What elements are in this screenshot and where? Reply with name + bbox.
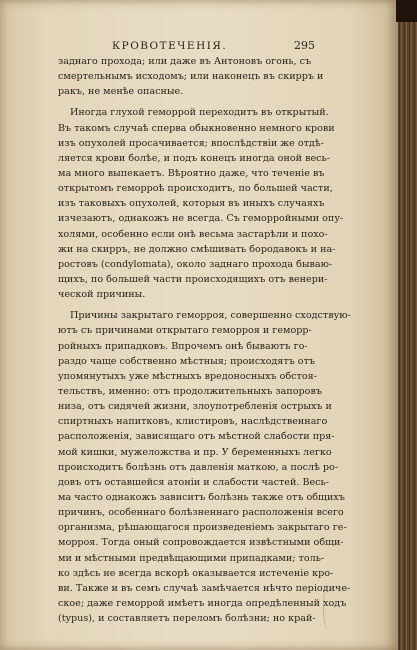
- text-line: Иногда глухой геморрой переходитъ въ открытый.: [70, 107, 329, 119]
- text-line: ростовъ (condylomata), около заднаго прохода бываю-: [58, 258, 333, 270]
- text-line: открытомъ геморроѣ происходитъ, по большей части,: [58, 183, 333, 195]
- text-line: ляется крови болѣе, и подъ конецъ иногда оной весь-: [58, 152, 330, 164]
- text-line: упомянутыхъ уже мѣстныхъ вредоносныхъ обстоя-: [58, 370, 317, 382]
- text-line: жи на скирръ, не должно смѣшивать бородавокъ и на-: [58, 243, 336, 255]
- text-line: ма часто однакожъ зависитъ болѣзнь также отъ общихъ: [58, 491, 345, 503]
- text-line: изъ таковыхъ опухолей, которыя въ иныхъ случаяхъ: [58, 198, 325, 210]
- text-line: (typus), и составляетъ переломъ болѣзни; но край-: [58, 613, 316, 625]
- text-line: щихъ, по большей части происходящихъ отъ венери-: [58, 273, 328, 285]
- text-line: ко здѣсь не всегда вскорѣ оказывается истеченіе кро-: [58, 567, 334, 579]
- text-line: расположенія, зависящаго отъ мѣстной слабости пря-: [58, 431, 335, 443]
- text-line: смертельнымъ исходомъ; или наконецъ въ скирръ и: [58, 71, 324, 83]
- text-line: организма, рѣшающагося произведеніемъ закрытаго ге-: [58, 522, 347, 534]
- text-line: ское; даже геморрой имѣетъ иногда опредѣленный ходъ: [58, 597, 347, 609]
- text-line: ми и мѣстными предвѣщающими припадками; толь-: [58, 552, 325, 564]
- text-line: изчезаютъ, однакожъ не всегда. Съ геморройными опу-: [58, 213, 344, 225]
- text-line: ви. Также и въ семъ случаѣ замѣчается нѣчто періодиче-: [58, 582, 351, 594]
- body-text: [58, 54, 351, 626]
- text-line: мой кишки, мужеложства и пр. У беременныхъ легко: [58, 446, 332, 458]
- text-line: спиртныхъ напитковъ, клистировъ, наслѣдственнаго: [58, 416, 328, 428]
- text-line: причинъ, особеннаго болѣзненнаго расположенія всего: [58, 507, 344, 519]
- page-corner-shadow: [396, 0, 417, 22]
- page-header: [0, 40, 398, 54]
- text-line: ютъ съ причинами открытаго геморроя и геморр-: [58, 325, 312, 337]
- text-line: холями, особенно если онѣ весьма заcтарѣли и похо-: [58, 228, 328, 240]
- text-line: довъ отъ оставшейся атоніи и слабости частей. Весь-: [58, 476, 330, 488]
- text-line: происходитъ болѣзнь отъ давленія маткою, а послѣ ро-: [58, 461, 339, 473]
- page-number: 295: [294, 39, 315, 52]
- text-line: ракъ, не менѣе опасные.: [58, 86, 184, 98]
- text-line: морроя. Тогда оный сопровождается извѣстными общи-: [58, 537, 344, 549]
- text-line: Причины закрытаго геморроя, совершенно сходствую-: [70, 310, 351, 322]
- text-line: ройныхъ припадковъ. Впрочемъ онѣ бываютъ го-: [58, 340, 308, 352]
- text-line: низа, отъ сидячей жизни, злоупотребленія острыхъ и: [58, 401, 332, 413]
- text-line: тельствъ, именно: отъ продолжительныхъ запоровъ: [58, 385, 322, 397]
- running-head: КРОВОТЕЧЕНІЯ.: [112, 40, 228, 52]
- text-line: заднаго прохода; или даже въ Антоновъ огонь, съ: [58, 56, 312, 67]
- text-line: ма много выпекаетъ. Вѣроятно даже, что теченіе въ: [58, 167, 325, 179]
- text-line: раздо чаще собственно мѣстныя; происходятъ отъ: [58, 355, 315, 367]
- text-line: Въ такомъ случаѣ сперва обыкновенно немного крови: [58, 122, 335, 134]
- text-line: ческой причины.: [58, 289, 146, 301]
- text-line: изъ опухолей просачивается; впослѣдствіи же отдѣ-: [58, 137, 324, 149]
- page-stack-edge: [398, 0, 417, 650]
